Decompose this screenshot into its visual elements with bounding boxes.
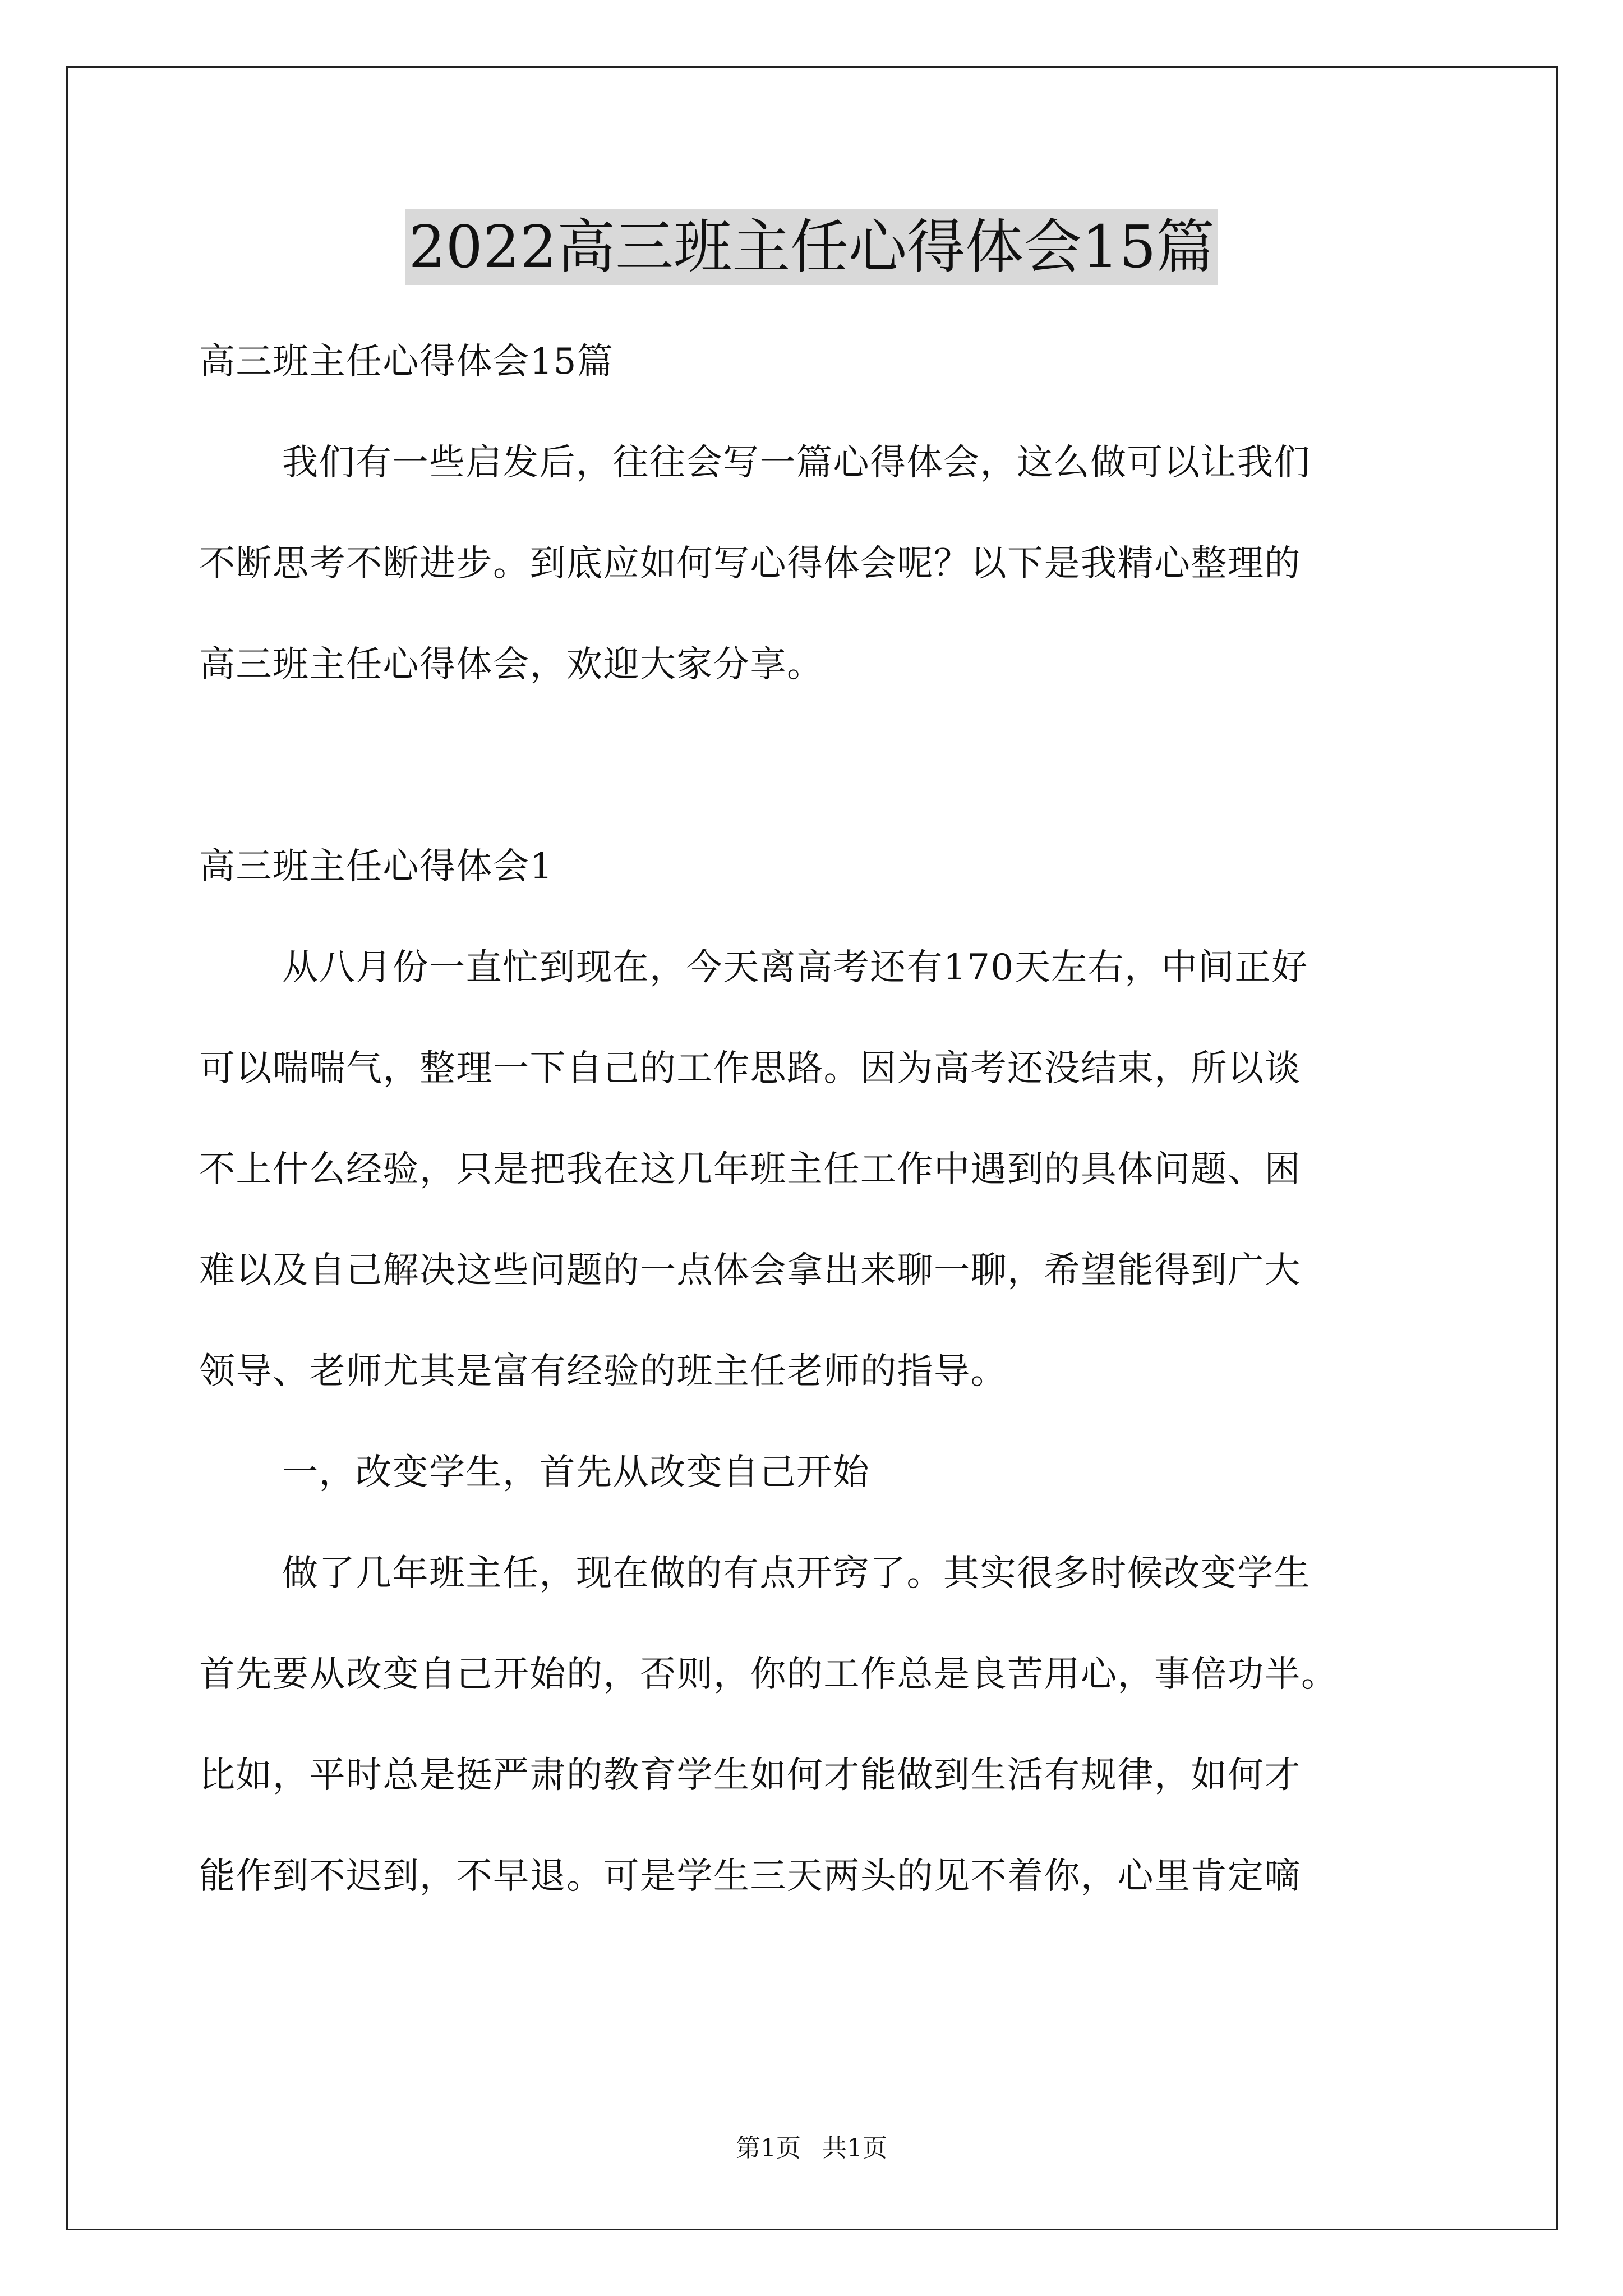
paragraph-line: 能作到不迟到，不早退。可是学生三天两头的见不着你，心里肯定嘀 [199, 1856, 1301, 1897]
document-title: 2022高三班主任心得体会15篇 [405, 209, 1218, 285]
paragraph-line: 从八月份一直忙到现在，今天离高考还有170天左右，中间正好 [282, 947, 1308, 988]
section-heading: 高三班主任心得体会1 [199, 846, 554, 887]
paragraph-line: 不上什么经验，只是把我在这几年班主任工作中遇到的具体问题、困 [199, 1149, 1301, 1190]
paragraph-line: 做了几年班主任，现在做的有点开窍了。其实很多时候改变学生 [282, 1553, 1311, 1594]
paragraph-line: 难以及自己解决这些问题的一点体会拿出来聊一聊，希望能得到广大 [199, 1250, 1301, 1291]
paragraph-line: 领导、老师尤其是富有经验的班主任老师的指导。 [199, 1351, 1007, 1392]
total-pages: 共1页 [822, 2134, 887, 2162]
page-number: 第1页 [736, 2134, 801, 2162]
paragraph-line: 首先要从改变自己开始的，否则，你的工作总是良苦用心，事倍功半。 [199, 1654, 1338, 1695]
paragraph-line: 比如，平时总是挺严肃的教育学生如何才能做到生活有规律，如何才 [199, 1755, 1301, 1796]
subheading-line: 一，改变学生，首先从改变自己开始 [282, 1452, 870, 1493]
paragraph-line: 高三班主任心得体会，欢迎大家分享。 [199, 644, 824, 685]
paragraph-line: 我们有一些启发后，往往会写一篇心得体会，这么做可以让我们 [282, 442, 1311, 484]
title-container [0, 209, 1623, 285]
paragraph-line: 不断思考不断进步。到底应如何写心得体会呢？以下是我精心整理的 [199, 543, 1301, 585]
page-footer [0, 2132, 1623, 2165]
paragraph-line: 可以喘喘气，整理一下自己的工作思路。因为高考还没结束，所以谈 [199, 1048, 1301, 1089]
subtitle-line: 高三班主任心得体会15篇 [199, 341, 614, 383]
